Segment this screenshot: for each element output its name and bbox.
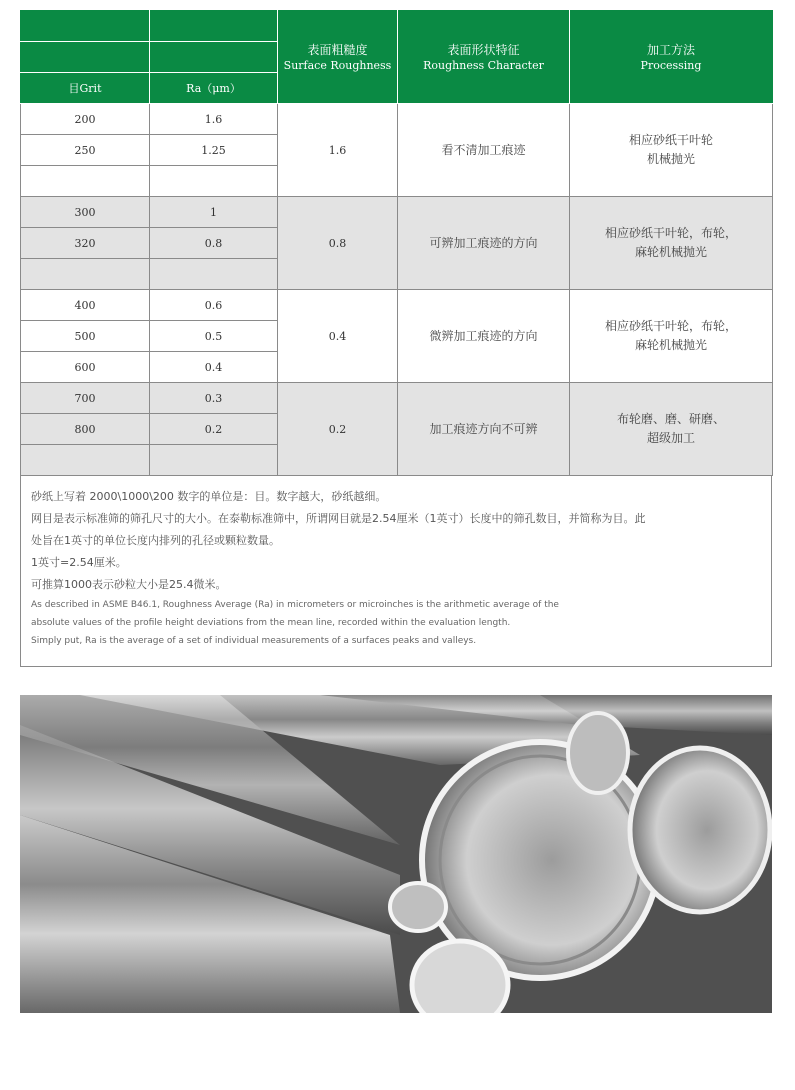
roughness-table — [20, 10, 773, 476]
note-line: 可推算1000表示砂粒大小是25.4微米。 — [31, 578, 227, 591]
header-blank-grit — [21, 11, 150, 42]
processing-line: 麻轮机械抛光 — [634, 245, 707, 259]
header-processing-cn: 加工方法 — [646, 42, 695, 57]
header-blank-grit-2 — [21, 42, 150, 73]
ra-cell — [150, 259, 278, 290]
grit-cell: 800 — [21, 414, 150, 445]
processing-line: 麻轮机械抛光 — [634, 338, 707, 352]
character-cell: 看不清加工痕迹 — [398, 104, 570, 197]
header-roughness — [278, 11, 398, 104]
note-en-line: Simply put, Ra is the average of a set of individual measurements of a surfaces peaks and valleys. — [31, 636, 477, 646]
header-roughness-en: Surface Roughness — [283, 58, 392, 72]
processing-cell — [570, 383, 773, 476]
header-ra: Ra（μm） — [150, 73, 278, 104]
note-line: 处旨在1英寸的单位长度内排列的孔径或颗粒数量。 — [31, 534, 280, 547]
grit-cell: 700 — [21, 383, 150, 414]
grit-cell — [21, 166, 150, 197]
note-line: 1英寸=2.54厘米。 — [31, 556, 127, 569]
table-row — [21, 197, 773, 228]
note-en-line: absolute values of the profile height deviations from the mean line, recorded within the evaluation length. — [31, 618, 511, 628]
processing-line: 相应砂纸干叶轮 — [628, 133, 713, 147]
grit-cell: 500 — [21, 321, 150, 352]
note-en-line: As described in ASME B46.1, Roughness Average (Ra) in micrometers or microinches is the arithmetic average of the — [31, 600, 559, 610]
roughness-cell: 0.8 — [278, 197, 398, 290]
ra-cell: 1.6 — [150, 104, 278, 135]
ra-cell: 0.3 — [150, 383, 278, 414]
note-line: 网目是表示标准筛的筛孔尺寸的大小。在泰勒标准筛中，所谓网目就是2.54厘米（1英寸）长度中的筛孔数目，并简称为目。此 — [31, 512, 646, 525]
roughness-cell: 0.2 — [278, 383, 398, 476]
ra-cell: 0.8 — [150, 228, 278, 259]
processing-line: 相应砂纸干叶轮，布轮， — [604, 319, 737, 333]
header-character-en: Roughness Character — [423, 58, 544, 72]
notes-box — [20, 476, 772, 667]
table-row — [21, 383, 773, 414]
note-line: 砂纸上写着 2000\1000\200 数字的单位是：目。数字越大，砂纸越细。 — [31, 490, 387, 503]
header-character-cn: 表面形状特征 — [447, 42, 520, 57]
header-processing-en: Processing — [640, 58, 702, 72]
processing-cell — [570, 197, 773, 290]
processing-cell — [570, 104, 773, 197]
grit-cell: 200 — [21, 104, 150, 135]
grit-cell: 300 — [21, 197, 150, 228]
ra-cell: 0.5 — [150, 321, 278, 352]
ra-cell: 0.2 — [150, 414, 278, 445]
table-row — [21, 104, 773, 135]
header-character — [398, 11, 570, 104]
processing-line: 机械抛光 — [646, 152, 695, 166]
grit-cell: 400 — [21, 290, 150, 321]
ra-cell: 0.4 — [150, 352, 278, 383]
header-blank-ra — [150, 11, 278, 42]
processing-line: 相应砂纸干叶轮，布轮， — [604, 226, 737, 240]
grit-cell: 600 — [21, 352, 150, 383]
processing-line: 超级加工 — [646, 431, 695, 445]
grit-cell — [21, 445, 150, 476]
steel-pipes-illustration — [20, 695, 772, 1013]
roughness-cell: 1.6 — [278, 104, 398, 197]
processing-line: 布轮磨、磨、研磨、 — [616, 412, 725, 426]
character-cell: 微辨加工痕迹的方向 — [398, 290, 570, 383]
roughness-table-container — [20, 10, 772, 476]
roughness-cell: 0.4 — [278, 290, 398, 383]
character-cell: 可辨加工痕迹的方向 — [398, 197, 570, 290]
character-cell: 加工痕迹方向不可辨 — [398, 383, 570, 476]
ra-cell: 1 — [150, 197, 278, 228]
ra-cell — [150, 445, 278, 476]
header-blank-ra-2 — [150, 42, 278, 73]
grit-cell: 250 — [21, 135, 150, 166]
processing-cell — [570, 290, 773, 383]
grit-cell: 320 — [21, 228, 150, 259]
grit-cell — [21, 259, 150, 290]
header-grit: 目Grit — [21, 73, 150, 104]
steel-pipes-photo — [20, 695, 772, 1013]
ra-cell — [150, 166, 278, 197]
header-roughness-cn: 表面粗糙度 — [307, 42, 368, 57]
ra-cell: 0.6 — [150, 290, 278, 321]
header-processing — [570, 11, 773, 104]
ra-cell: 1.25 — [150, 135, 278, 166]
table-row — [21, 290, 773, 321]
